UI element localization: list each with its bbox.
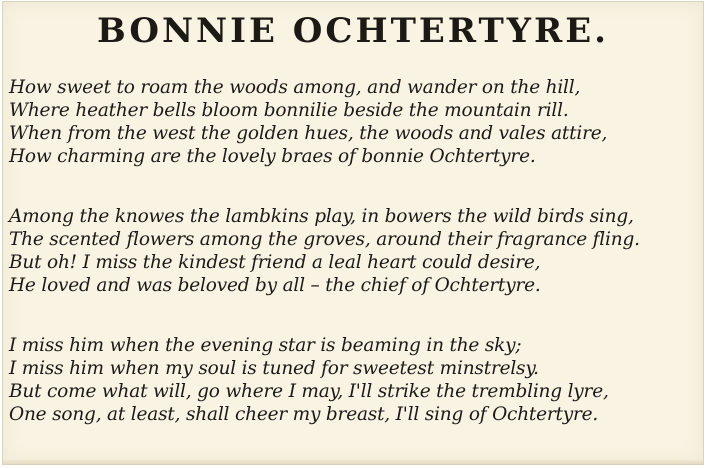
poem-line: How sweet to roam the woods among, and wander on the hill, [9, 77, 581, 98]
stanza-2 [9, 205, 699, 297]
poem-line: He loved and was beloved by all – the chief of Ochtertyre. [9, 275, 541, 296]
poem-line: The scented flowers among the groves, around their fragrance fling. [9, 229, 640, 250]
poem-line: I miss him when the evening star is beaming in the sky; [9, 335, 522, 356]
stanza-1 [9, 76, 699, 168]
poem-line: Among the knowes the lambkins play, in bowers the wild birds sing, [9, 206, 634, 227]
stanza-3 [9, 334, 699, 426]
page-edge [3, 460, 703, 464]
manuscript-page [2, 1, 704, 465]
poem-line: Where heather bells bloom bonnilie beside the mountain rill. [9, 100, 569, 121]
poem-line: When from the west the golden hues, the woods and vales attire, [9, 123, 608, 144]
poem-line: One song, at least, shall cheer my breast, I'll sing of Ochtertyre. [9, 404, 599, 425]
poem-line: But oh! I miss the kindest friend a leal heart could desire, [9, 252, 541, 273]
poem-line: I miss him when my soul is tuned for sweetest minstrelsy. [9, 358, 539, 379]
poem-line: But come what will, go where I may, I'll strike the trembling lyre, [9, 381, 609, 402]
poem-line: How charming are the lovely braes of bonnie Ochtertyre. [9, 146, 536, 167]
poem-title: BONNIE OCHTERTYRE. [96, 11, 610, 51]
